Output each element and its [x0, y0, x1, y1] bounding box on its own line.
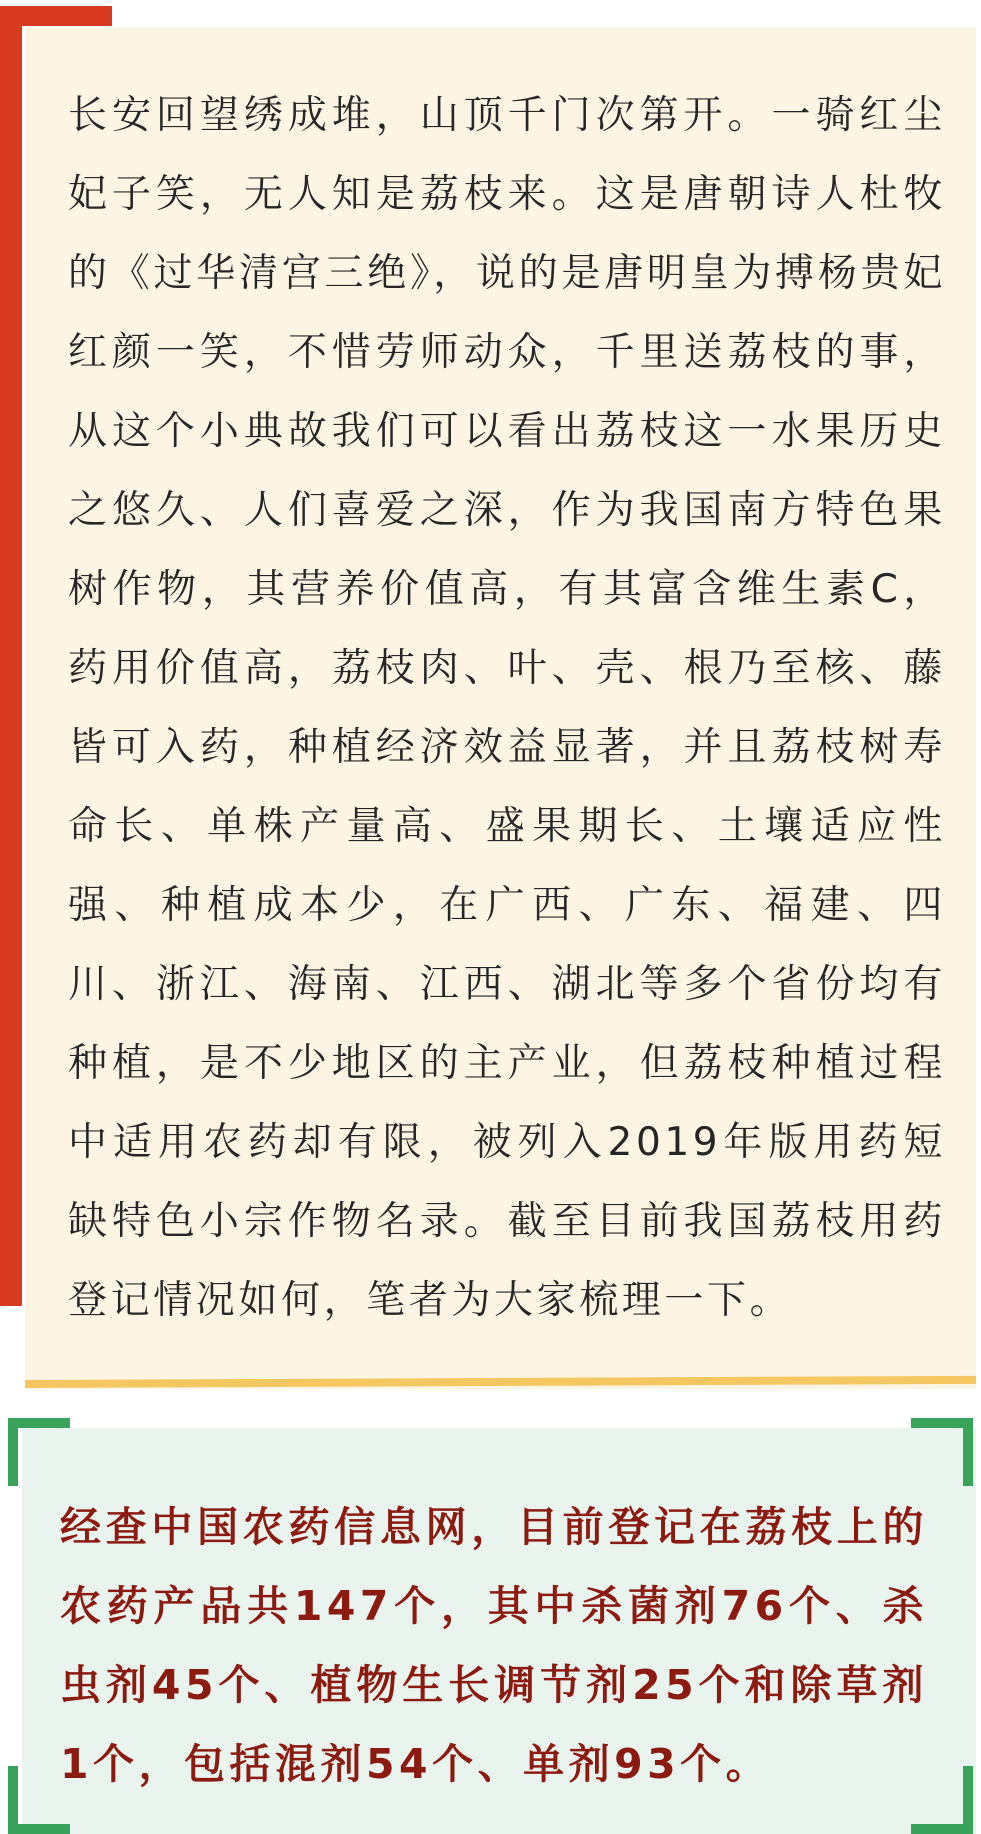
corner-bracket-top-right	[911, 1418, 973, 1486]
intro-paragraph: 长安回望绣成堆，山顶千门次第开。一骑红尘妃子笑，无人知是荔枝来。这是唐朝诗人杜牧的《过华清宫三绝》，说的是唐明皇为搏杨贵妃红颜一笑，不惜劳师动众，千里送荔枝的事，从这个小典故我们可以看出荔枝这一水果历史之悠久、人们喜爱之深，作为我国南方特色果树作物，其营养价值高，有其富含维生素C，药用价值高，荔枝肉、叶、壳、根乃至核、藤皆可入药，种植经济效益显著，并且荔枝树寿命长、单株产量高、盛果期长、土壤适应性强、种植成本少，在广西、广东、福建、四川、浙江、海南、江西、湖北等多个省份均有种植，是不少地区的主产业，但荔枝种植过程中适用农药却有限，被列入2019年版用药短缺特色小宗作物名录。截至目前我国荔枝用药登记情况如何，笔者为大家梳理一下。	[68, 93, 946, 1323]
red-frame-left-bar	[0, 6, 22, 1306]
summary-paragraph: 经查中国农药信息网，目前登记在荔枝上的农药产品共147个，其中杀菌剂76个、杀虫剂45个、植物生长调节剂25个和除草剂1个，包括混剂54个、单剂93个。	[60, 1503, 928, 1788]
red-frame-top-bar	[0, 6, 112, 26]
corner-bracket-top-left	[8, 1418, 70, 1486]
